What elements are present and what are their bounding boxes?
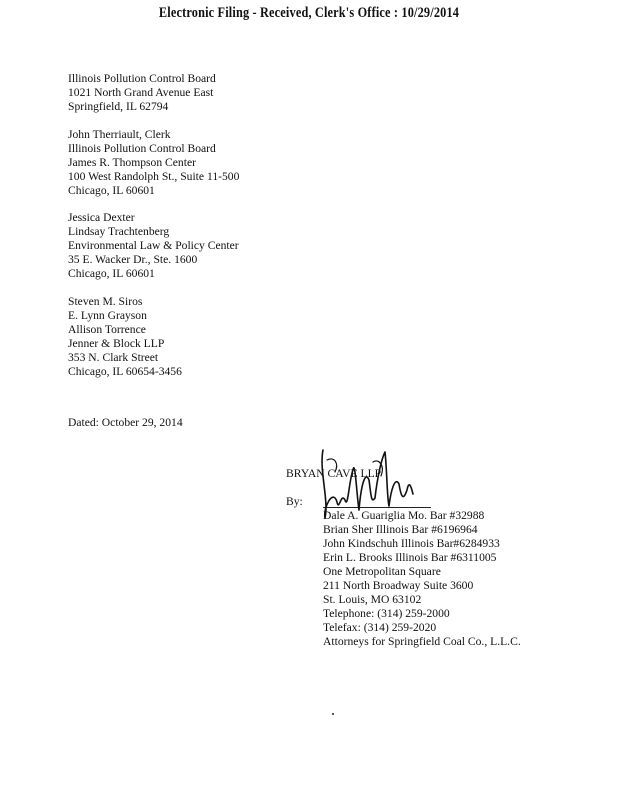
firm-address-line: 211 North Broadway Suite 3600 xyxy=(323,579,474,592)
firm-address-line: One Metropolitan Square xyxy=(323,565,441,578)
telephone-line: Telephone: (314) 259-2000 xyxy=(323,607,450,620)
service-address-elpc xyxy=(68,211,239,281)
filing-stamp-header: Electronic Filing - Received, Clerk's Office : 10/29/2014 xyxy=(158,5,460,21)
address-line: 100 West Randolph St., Suite 11-500 xyxy=(68,170,240,183)
attorney-line: Dale A. Guariglia Mo. Bar #32988 xyxy=(323,509,485,522)
attorney-line: Brian Sher Illinois Bar #6196964 xyxy=(323,523,478,536)
address-line: 35 E. Wacker Dr., Ste. 1600 xyxy=(68,253,198,266)
attorney-signature-block xyxy=(323,509,521,649)
service-address-ipcb xyxy=(68,72,216,114)
address-line: Lindsay Trachtenberg xyxy=(68,225,170,238)
address-line: Chicago, IL 60654-3456 xyxy=(68,365,182,378)
service-address-clerk xyxy=(68,128,239,198)
address-line: 1021 North Grand Avenue East xyxy=(68,86,214,99)
address-line: Illinois Pollution Control Board xyxy=(68,142,216,155)
firm-address-line: St. Louis, MO 63102 xyxy=(323,593,422,606)
telefax-line: Telefax: (314) 259-2020 xyxy=(323,621,437,634)
address-line: Jessica Dexter xyxy=(68,211,135,224)
address-line: John Therriault, Clerk xyxy=(68,128,171,141)
attorney-line: John Kindschuh Illinois Bar#6284933 xyxy=(323,537,500,550)
dated-line: Dated: October 29, 2014 xyxy=(68,416,183,429)
address-line: Jenner & Block LLP xyxy=(68,337,165,350)
by-label: By: xyxy=(286,495,303,508)
scan-speck xyxy=(332,713,334,715)
address-line: Steven M. Siros xyxy=(68,295,143,308)
address-line: Environmental Law & Policy Center xyxy=(68,239,239,252)
attorney-line: Erin L. Brooks Illinois Bar #6311005 xyxy=(323,551,497,564)
attorneys-for-line: Attorneys for Springfield Coal Co., L.L.C. xyxy=(323,635,521,648)
address-line: Illinois Pollution Control Board xyxy=(68,72,216,85)
firm-name: BRYAN CAVE LLP xyxy=(286,467,382,480)
address-line: James R. Thompson Center xyxy=(68,156,196,169)
service-address-jenner xyxy=(68,295,182,379)
address-line: Springfield, IL 62794 xyxy=(68,100,169,113)
address-line: 353 N. Clark Street xyxy=(68,351,159,364)
address-line: Chicago, IL 60601 xyxy=(68,184,155,197)
address-line: Chicago, IL 60601 xyxy=(68,267,155,280)
address-line: Allison Torrence xyxy=(68,323,146,336)
address-line: E. Lynn Grayson xyxy=(68,309,147,322)
